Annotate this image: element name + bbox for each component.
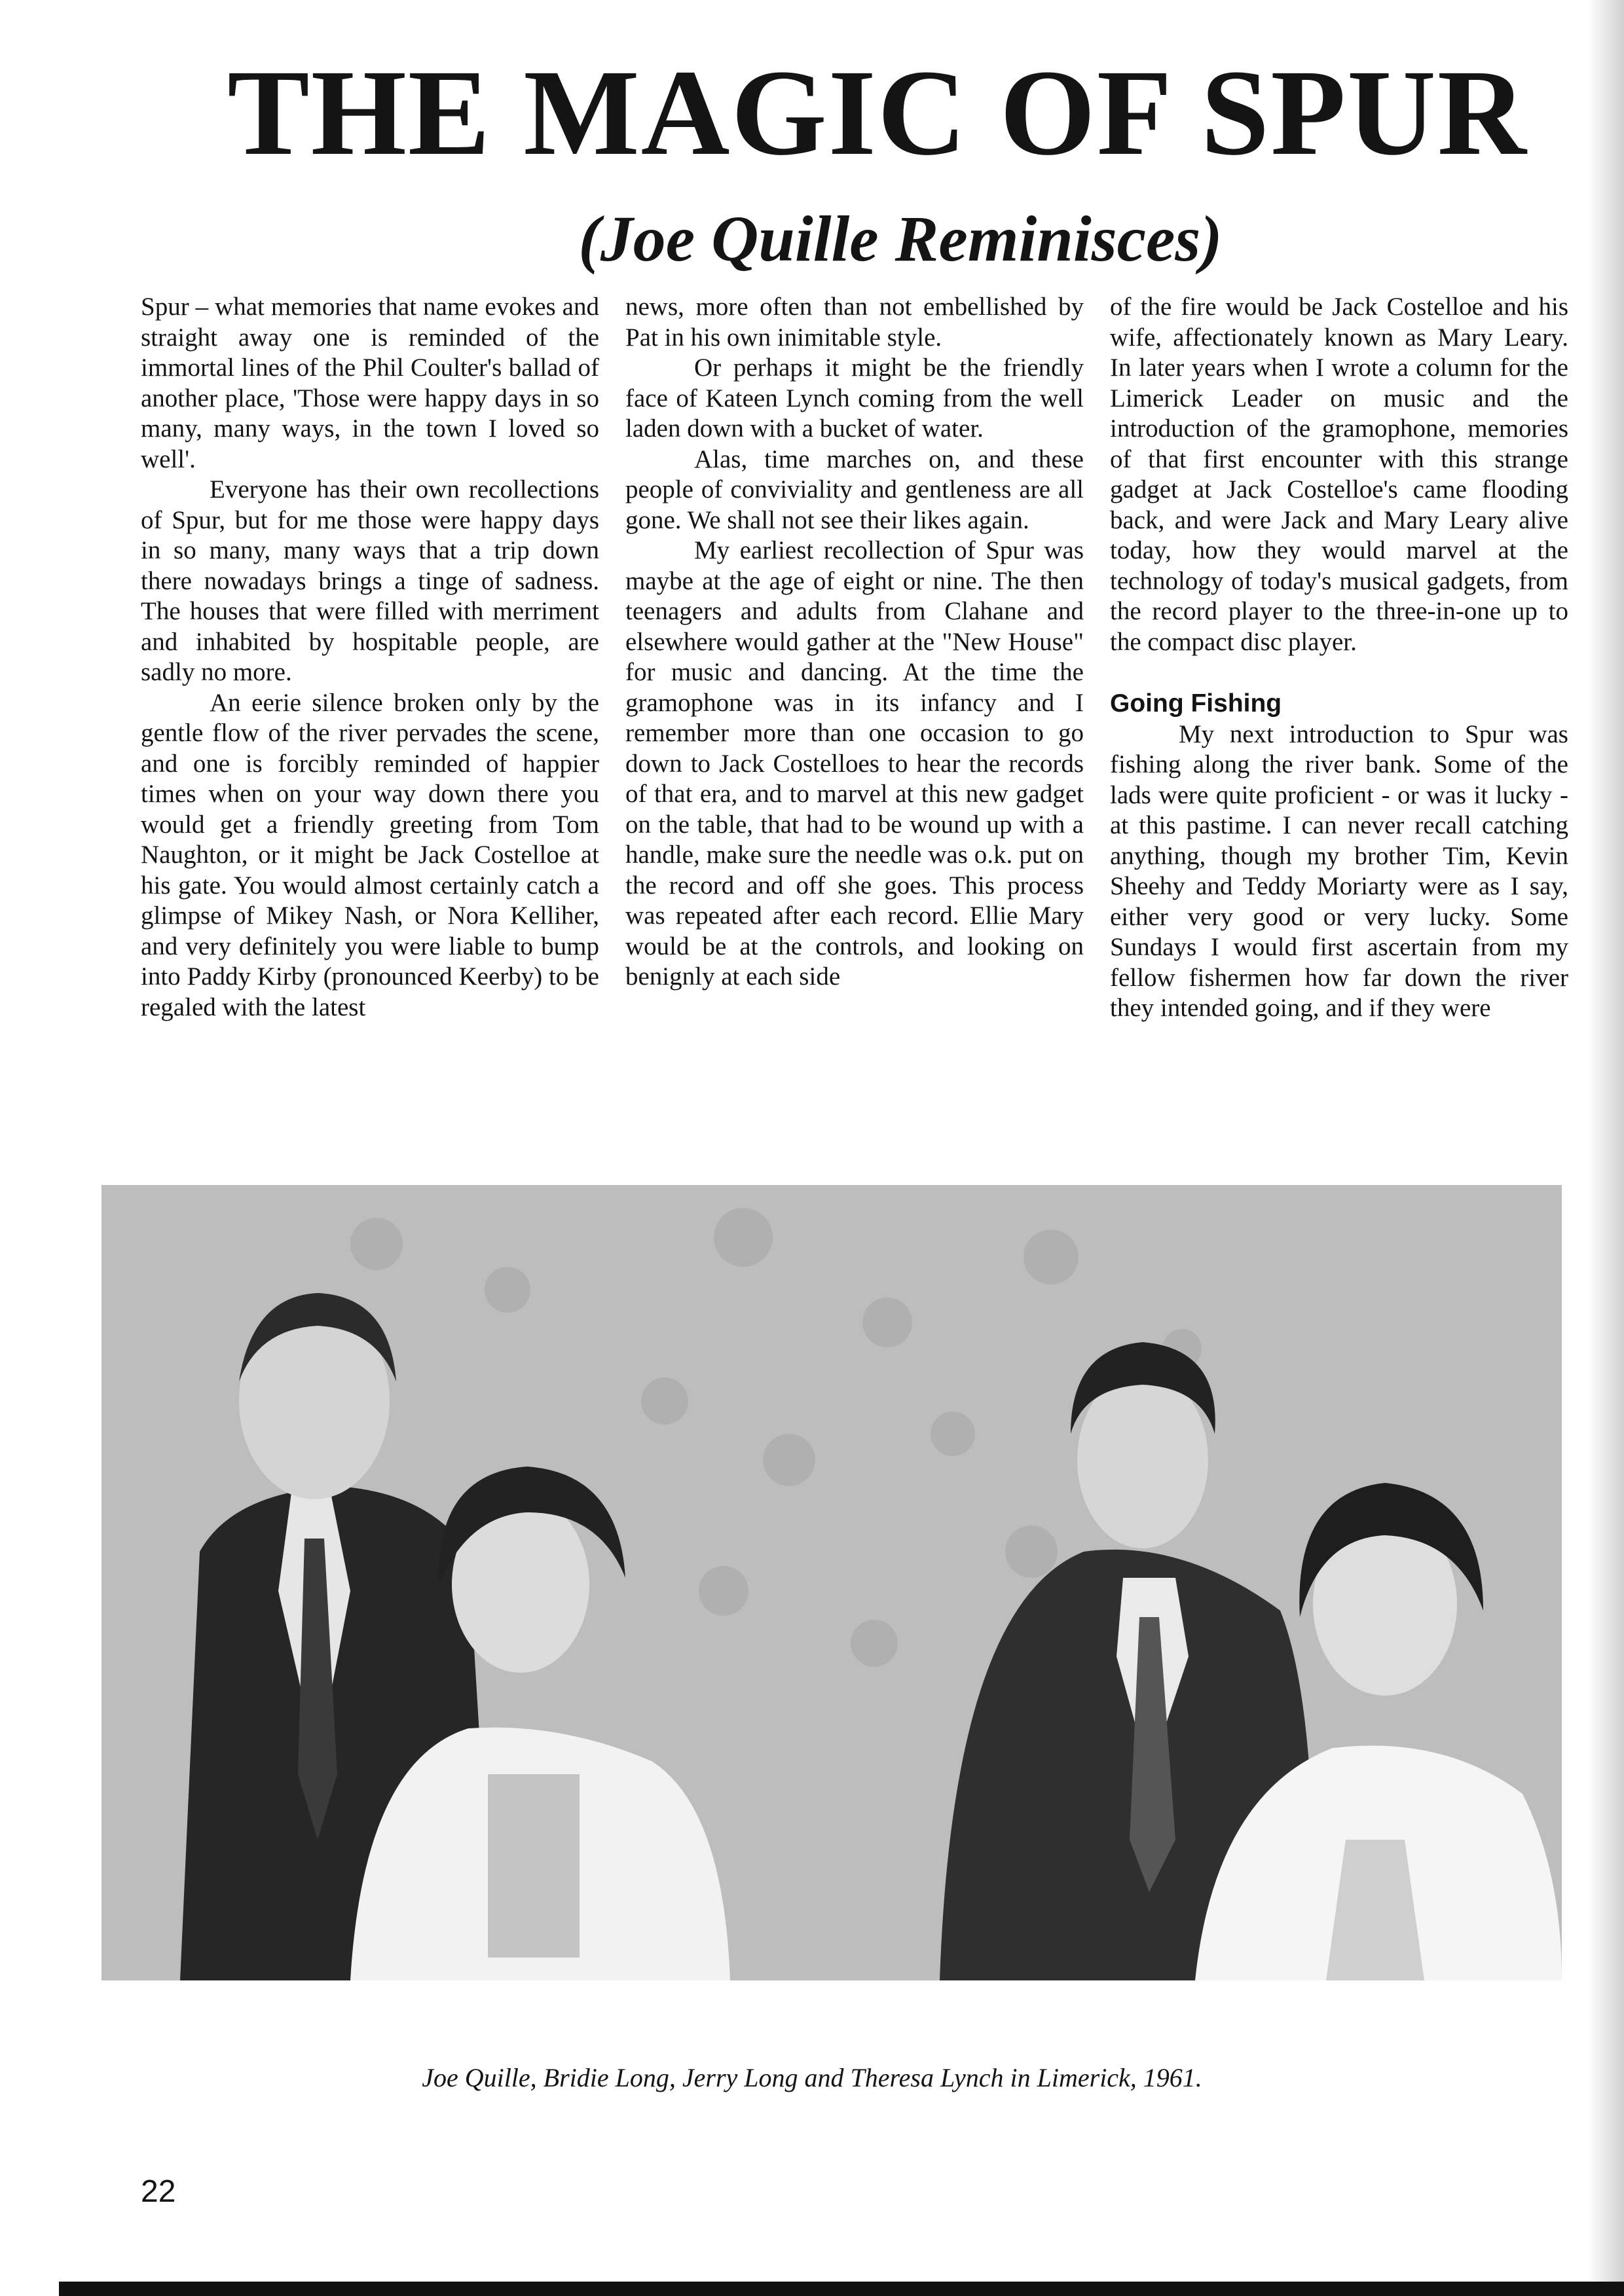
paragraph: My earliest recollection of Spur was maybe at the age of eight or nine. The then teenagers and adults from Clahane and elsewhere would gather at the "New House" for music and dancing. At the time the gramophone was in its infancy and I remember more than one occasion to go down to Jack Costelloes to hear the records of that era, and to marvel at this new gadget on the table, that had to be wound up with a handle, make sure the needle was o.k. put on the record and off she goes. This process was repeated after each record. Ellie Mary would be at the controls, and looking on benignly at each side [625, 536, 1084, 991]
text-column-3 [1110, 292, 1568, 1024]
article-title: THE MAGIC OF SPUR [227, 44, 1528, 181]
group-photo [101, 1185, 1562, 1980]
paragraph: My next introduction to Spur was fishing along the river bank. Some of the lads were quite proficient - or was it lucky - at this pastime. I can never recall catching anything, though my brother Tim, Kevin Sheehy and Teddy Moriarty were as I say, either very good or very lucky. Some Sundays I would first ascertain from my fellow fishermen how far down the river they intended going, and if they were [1110, 720, 1568, 1022]
text-column-2 [625, 292, 1084, 993]
section-heading: Going Fishing [1110, 689, 1282, 718]
paragraph: Alas, time marches on, and these people of conviviality and gentleness are all gone. We shall not see their likes again. [625, 445, 1084, 534]
paragraph: Everyone has their own recollections of Spur, but for me those were happy days in so many, many ways that a trip down there nowadays brings a tinge of sadness. The houses that were filled with merriment and inhabited by hospitable people, are sadly no more. [141, 475, 599, 686]
paragraph: An eerie silence broken only by the gentle flow of the river pervades the scene, and one is forcibly reminded of happier times when on your way down there you would get a friendly greeting from Tom Naughton, or it might be Jack Costelloe at his gate. You would almost certainly catch a glimpse of Mikey Nash, or Nora Kelliher, and very definitely you were liable to bump into Paddy Kirby (pronounced Keerby) to be regaled with the latest [141, 688, 599, 1021]
photo-caption: Joe Quille, Bridie Long, Jerry Long and Theresa Lynch in Limerick, 1961. [422, 2063, 1202, 2092]
paragraph: Or perhaps it might be the friendly face of Kateen Lynch coming from the well laden down with a bucket of water. [625, 354, 1084, 443]
paragraph: Spur – what memories that name evokes and straight away one is reminded of the immortal lines of the Phil Coulter's ballad of another place, 'Those were happy days in so many, many ways, in the town I loved so well'. [141, 293, 599, 473]
page-number: 22 [141, 2174, 176, 2209]
page-bottom-border [59, 2282, 1624, 2296]
paragraph: of the fire would be Jack Costelloe and his wife, affectionately known as Mary Leary. In later years when I wrote a column for the Limerick Leader on music and the introduction of the gramophone, memories of that first encounter with this strange gadget at Jack Costelloe's came flooding back, and were Jack and Mary Leary alive today, how they would marvel at the technology of today's musical gadgets, from the record player to the three-in-one up to the compact disc player. [1110, 293, 1568, 656]
text-column-1 [141, 292, 599, 1023]
photo-illustration [101, 1185, 1562, 1980]
article-subtitle: (Joe Quille Reminisces) [578, 202, 1223, 275]
page-edge-shadow [1588, 0, 1624, 2296]
paragraph: news, more often than not embellished by Pat in his own inimitable style. [625, 293, 1084, 352]
